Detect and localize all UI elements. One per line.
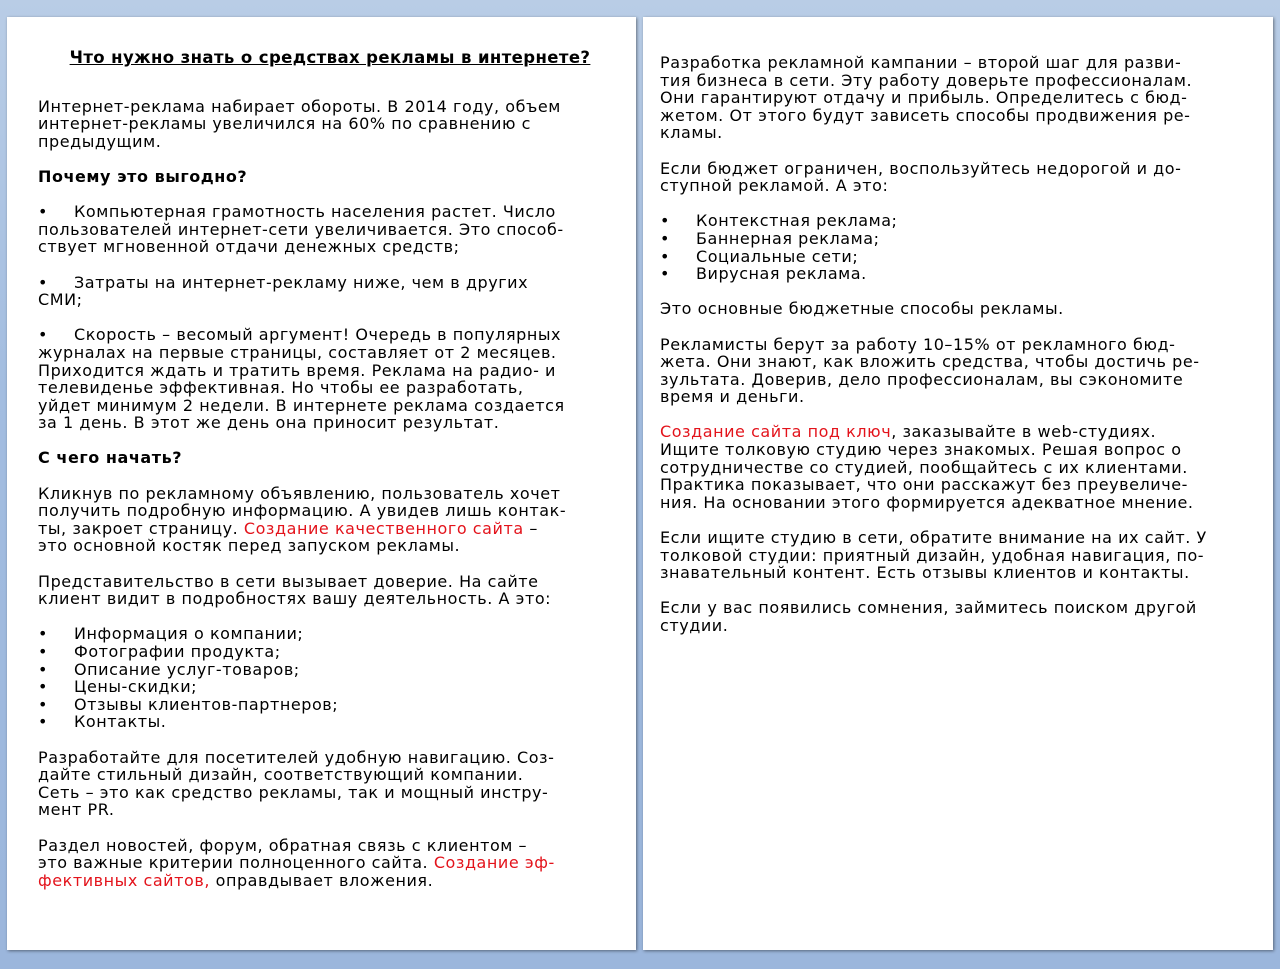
list-item-text: Вирусная реклама.: [696, 264, 867, 284]
advertisers-paragraph: Рекламисты берут за работу 10–15% от рекламного бюд- жета. Они знают, как вложить средства, чтобы достичь ре- зультата. Доверив, дело профессионалам, вы сэкономите время и деньги.: [660, 334, 1200, 407]
turnkey-site-link[interactable]: Создание сайта под ключ: [660, 422, 892, 442]
list-item-text: Описание услуг-товаров;: [74, 659, 300, 679]
ad-types-list: [660, 212, 1263, 282]
why-point-2: [38, 274, 622, 309]
page-title: Что нужно знать о средствах рекламы в интернете?: [69, 48, 591, 67]
list-item: [38, 713, 622, 731]
list-item: [660, 265, 1263, 283]
why-point-text: Компьютерная грамотность населения растет. Число пользователей интернет-сети увеличивается. Это способ- ствует мгновенной отдачи денежных средств;: [38, 202, 564, 257]
bullet-icon: •: [38, 642, 48, 661]
bullet-icon: •: [38, 659, 48, 679]
turnkey-text: , заказывайте в web-студиях. Ищите толковую студию через знакомых. Решая вопрос о сотрудничестве со студией, пообщайтесь с их клиентами. Практика показывает, что они расскажут без преувеличе- ния. На основании этого формируется адекватное мнение.: [660, 422, 1194, 512]
list-item: [38, 625, 622, 643]
bullet-icon: •: [38, 325, 48, 345]
intro-paragraph: Интернет-реклама набирает обороты. В 2014 году, объем интернет-рекламы увеличился на 60% по сравнению с предыдущим.: [38, 96, 561, 151]
why-heading: Почему это выгодно?: [38, 166, 248, 186]
bullet-icon: •: [660, 246, 670, 266]
list-item-text: Отзывы клиентов-партнеров;: [74, 694, 339, 714]
news-text-end: оправдывает вложения.: [209, 870, 434, 890]
page-right-content: [660, 54, 1263, 635]
turnkey-paragraph: [660, 423, 1263, 511]
bullet-icon: •: [660, 211, 670, 231]
list-item-text: Цены-скидки;: [74, 677, 198, 697]
basic-paragraph: Это основные бюджетные способы рекламы.: [660, 299, 1064, 319]
page-left-content: [38, 49, 622, 889]
list-item: [38, 661, 622, 679]
list-item-text: Баннерная реклама;: [696, 228, 880, 248]
why-point-1: [38, 203, 622, 256]
why-point-3: [38, 326, 622, 432]
why-point-text: Затраты на интернет-рекламу ниже, чем в других СМИ;: [38, 272, 529, 310]
document-page-left: [7, 17, 636, 950]
start-text: Кликнув по рекламному объявлению, пользователь хочет получить подробную информацию. А увидев лишь контак- ты, закроет страницу.: [38, 483, 567, 538]
list-item-text: Контекстная реклама;: [696, 211, 898, 231]
doubt-paragraph: Если у вас появились сомнения, займитесь поиском другой студии.: [660, 598, 1197, 635]
document-page-right: [643, 17, 1273, 950]
bullet-icon: •: [38, 202, 48, 222]
quality-site-link[interactable]: Создание качественного сайта: [243, 518, 524, 538]
list-item: [660, 212, 1263, 230]
bullet-icon: •: [38, 624, 48, 644]
bullet-icon: •: [660, 264, 670, 284]
start-paragraph: [38, 485, 622, 555]
news-paragraph: [38, 837, 622, 890]
news-text: Раздел новостей, форум, обратная связь с клиентом – это важные критерии полноценного сайта.: [38, 835, 528, 873]
start-text-end: – это основной костяк перед запуском рекламы.: [38, 518, 538, 556]
list-item: [660, 230, 1263, 248]
list-item: [38, 678, 622, 696]
list-item: [660, 248, 1263, 266]
budget-paragraph: Если бюджет ограничен, воспользуйтесь недорогой и до- ступной рекламой. А это:: [660, 158, 1182, 196]
list-item-text: Социальные сети;: [696, 246, 859, 266]
why-point-text: Скорость – весомый аргумент! Очередь в популярных журналах на первые страницы, составляет от 2 месяцев. Приходится ждать и тратить время. Реклама на радио- и телевиденье эффективная. Но чтобы ее разработать, уйдет минимум 2 недели. В интернете реклама создается за 1 день. В этот же день она приносит результат.: [38, 325, 565, 433]
navigation-paragraph: Разработайте для посетителей удобную навигацию. Соз- дайте стильный дизайн, соответствующий компании. Сеть – это как средство рекламы, так и мощный инстру- мент PR.: [38, 747, 555, 820]
list-item: [38, 696, 622, 714]
presence-paragraph: Представительство в сети вызывает доверие. На сайте клиент видит в подробностях вашу деятельность. А это:: [38, 571, 552, 609]
studio-paragraph: Если ищите студию в сети, обратите внимание на их сайт. У толковой студии: приятный дизайн, удобная навигация, по- знавательный контент. Есть отзывы клиентов и контакты.: [660, 528, 1207, 583]
start-heading: С чего начать?: [38, 448, 183, 468]
list-item-text: Фотографии продукта;: [74, 642, 281, 661]
list-item: [38, 643, 622, 661]
bullet-icon: •: [38, 712, 48, 732]
effective-sites-link[interactable]: Создание эф- фективных сайтов,: [38, 853, 555, 890]
bullet-icon: •: [660, 228, 670, 248]
list-item-text: Информация о компании;: [74, 624, 304, 644]
campaign-paragraph: Разработка рекламной кампании – второй шаг для разви- тия бизнеса в сети. Эту работу доверьте профессионалам. Они гарантируют отдачу и прибыль. Определитесь с бюд- жетом. От этого будут зависеть способы продвижения ре- кламы.: [660, 53, 1193, 143]
site-content-list: [38, 625, 622, 731]
bullet-icon: •: [38, 677, 48, 697]
bullet-icon: •: [38, 694, 48, 714]
list-item-text: Контакты.: [74, 712, 167, 732]
bullet-icon: •: [38, 272, 48, 292]
